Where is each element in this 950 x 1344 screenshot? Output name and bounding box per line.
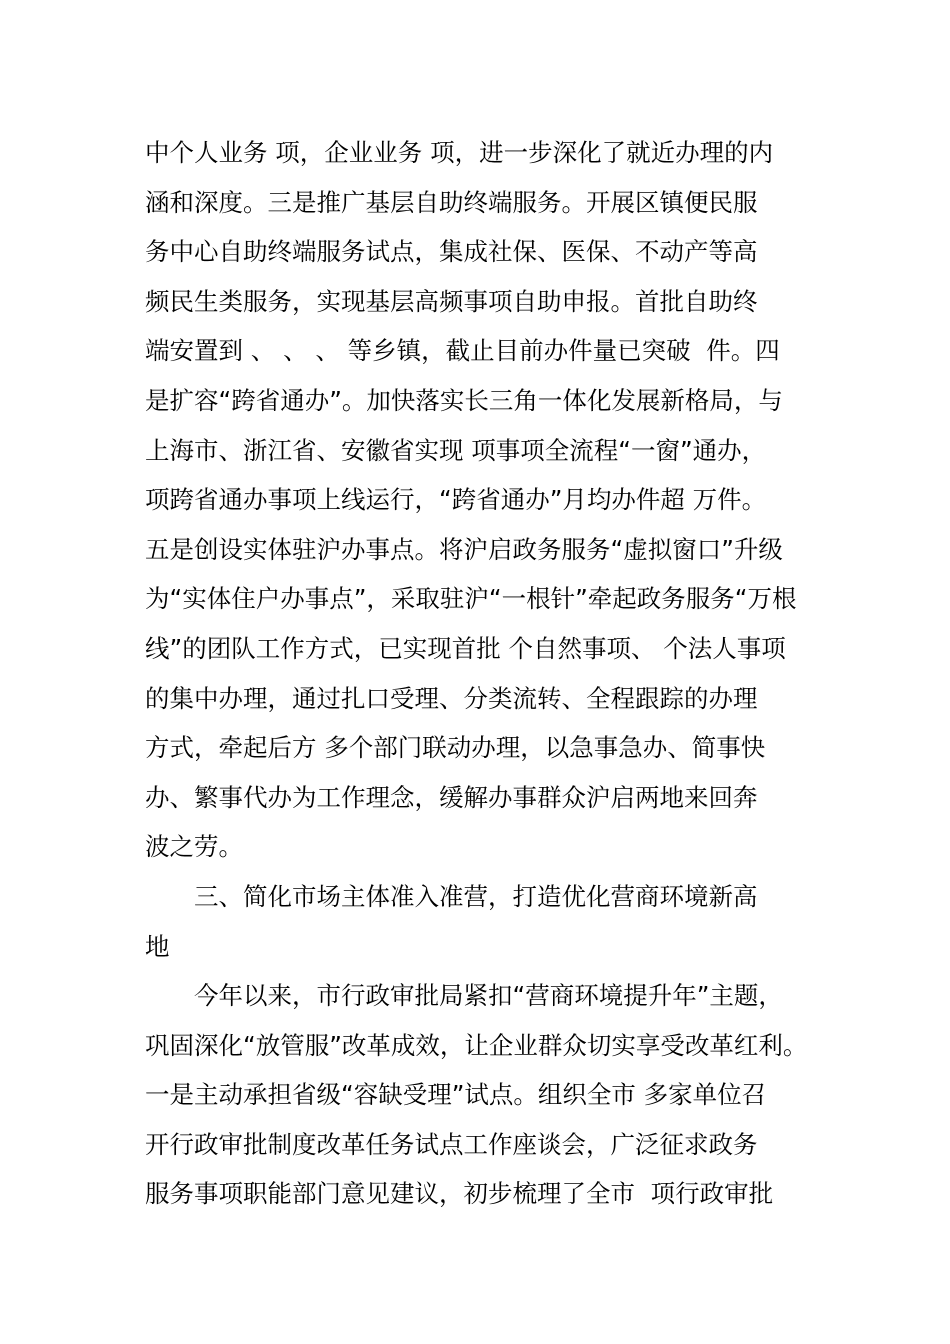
text-line: 中个人业务 项，企业业务 项，进一步深化了就近办理的内 bbox=[145, 138, 774, 167]
text-line: 是扩容“跨省通办”。加快落实长三角一体化发展新格局，与 bbox=[145, 385, 783, 415]
text-line: 线”的团队工作方式，已实现首批 个自然事项、 个法人事项 bbox=[145, 633, 786, 663]
text-line: 一是主动承担省级“容缺受理”试点。组织全市 多家单位召 bbox=[145, 1080, 767, 1110]
text-line: 上海市、浙江省、安徽省实现 项事项全流程“一窗”通办， bbox=[145, 435, 767, 465]
paragraph-first-line: 今年以来，市行政审批局紧扣“营商环境提升年”主题， bbox=[194, 981, 783, 1011]
text-line: 服务事项职能部门意见建议，初步梳理了全市 项行政审批 bbox=[145, 1179, 774, 1209]
text-line: 开行政审批制度改革任务试点工作座谈会，广泛征求政务 bbox=[145, 1129, 758, 1159]
text-line: 波之劳。 bbox=[145, 832, 243, 862]
document-body bbox=[145, 128, 825, 1219]
text-line: 频民生类服务，实现基层高频事项自助申报。首批自助终 bbox=[145, 286, 758, 316]
text-line: 涵和深度。三是推广基层自助终端服务。开展区镇便民服 bbox=[145, 187, 758, 217]
text-line: 务中心自助终端服务试点，集成社保、医保、不动产等高 bbox=[145, 237, 758, 267]
text-line: 项跨省通办事项上线运行，“跨省通办”月均办件超 万件。 bbox=[145, 485, 767, 515]
text-line: 方式，牵起后方 多个部门联动办理，以急事急办、简事快 bbox=[145, 733, 766, 763]
text-line: 办、繁事代办为工作理念，缓解办事群众沪启两地来回奔 bbox=[145, 782, 758, 812]
text-line: 为“实体住户办事点”，采取驻沪“一根针”牵起政务服务“万根 bbox=[145, 584, 797, 614]
section-heading: 三、简化市场主体准入准营，打造优化营商环境新高 bbox=[194, 881, 758, 911]
text-line: 巩固深化“放管服”改革成效，让企业群众切实享受改革红利。 bbox=[145, 1030, 808, 1060]
text-line: 的集中办理，通过扎口受理、分类流转、全程跟踪的办理 bbox=[145, 683, 758, 713]
section-heading-continuation: 地 bbox=[145, 931, 170, 961]
text-line: 五是创设实体驻沪办事点。将沪启政务服务“虚拟窗口”升级 bbox=[145, 534, 783, 564]
text-line: 端安置到 、 、 、 等乡镇，截止目前办件量已突破 件。四 bbox=[145, 336, 780, 366]
